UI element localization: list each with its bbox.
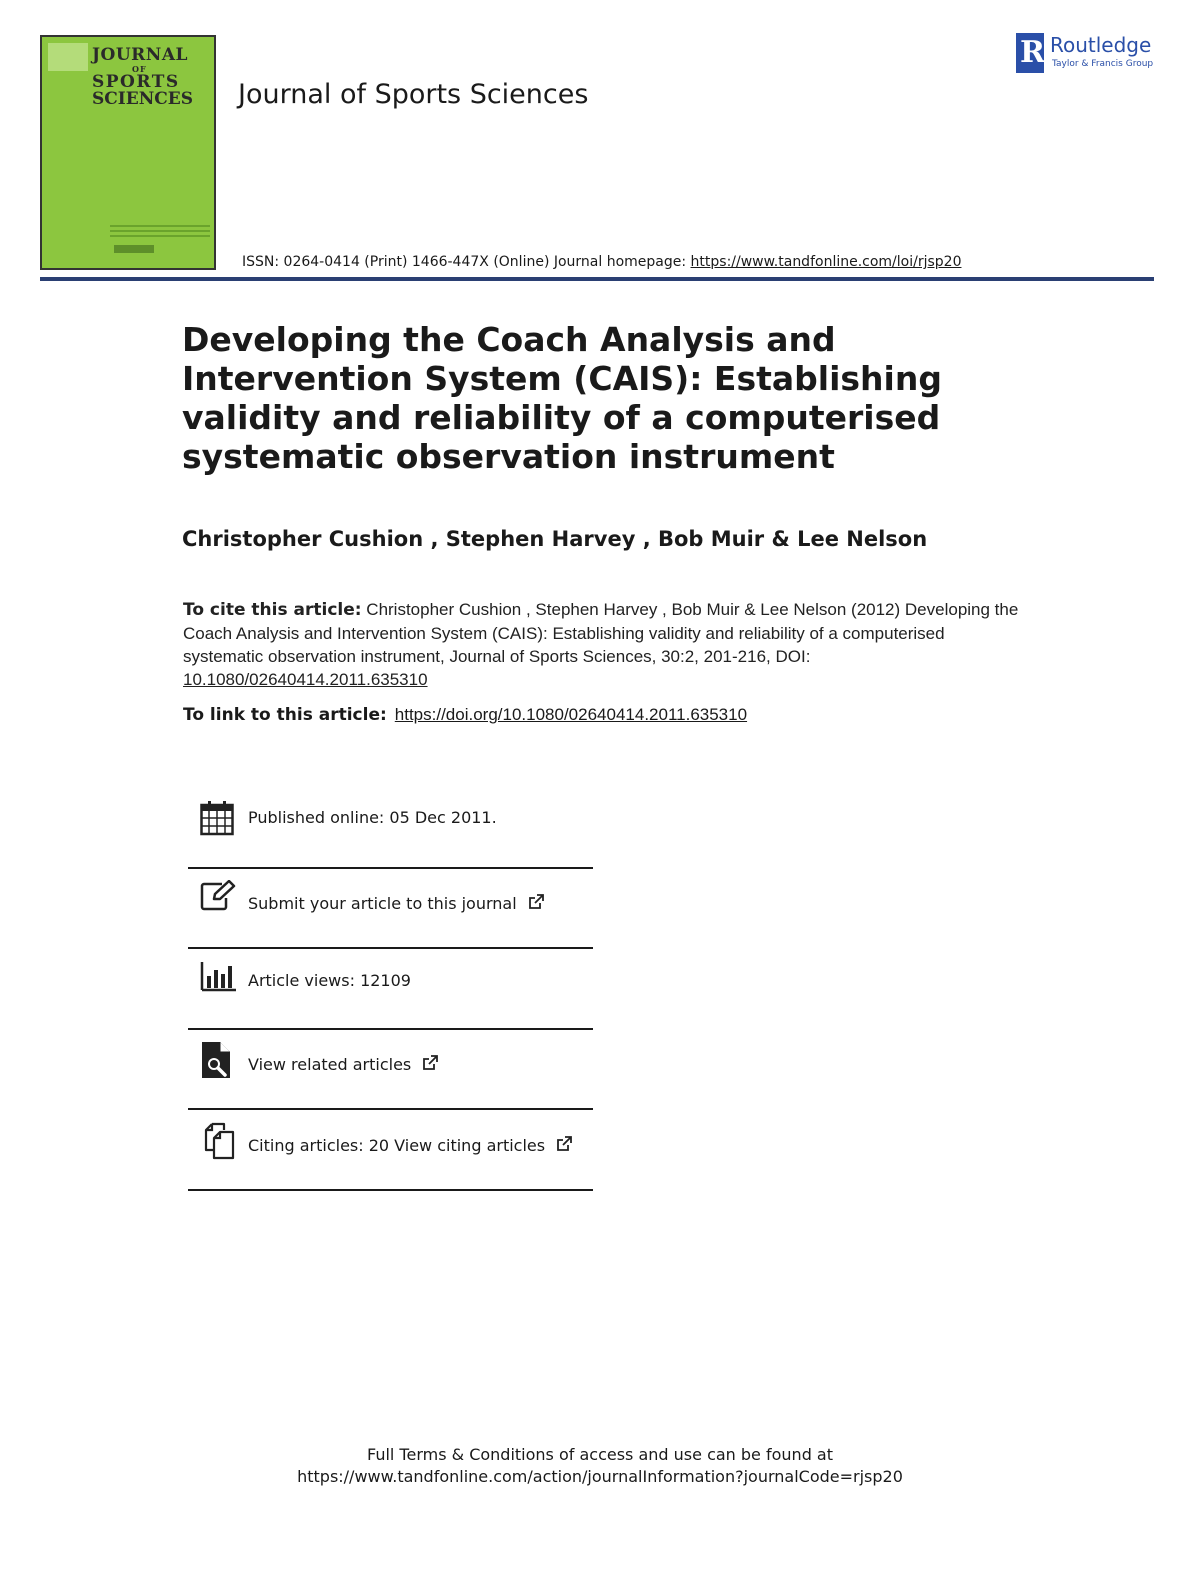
bar-chart-icon: [200, 962, 236, 992]
journal-homepage-link[interactable]: https://www.tandfonline.com/loi/rjsp20: [690, 254, 962, 270]
citation-block: [183, 598, 1023, 691]
search-document-icon: [200, 1040, 232, 1080]
external-link-icon: [422, 1055, 438, 1071]
calendar-icon: [200, 800, 234, 836]
header-divider: [40, 277, 1154, 281]
related-articles-label: View related articles: [248, 1055, 412, 1074]
footer-terms: Full Terms & Conditions of access and use can be found at: [366, 1445, 834, 1464]
article-doi-link[interactable]: https://doi.org/10.1080/02640414.2011.635310: [394, 705, 748, 724]
cover-line-1: JOURNAL: [92, 45, 188, 65]
info-divider: [188, 947, 593, 949]
cover-publisher-mark: [114, 245, 154, 253]
info-divider: [188, 1028, 593, 1030]
publisher-name: Routledge: [1050, 33, 1152, 57]
citing-row[interactable]: [188, 1122, 593, 1164]
cover-label-block: [48, 43, 88, 71]
cover-title: [92, 47, 212, 108]
citing-documents-icon: [200, 1122, 236, 1160]
submit-article-link[interactable]: [248, 894, 544, 913]
citation-doi-link[interactable]: 10.1080/02640414.2011.635310: [183, 670, 428, 689]
article-link-label: To link to this article:: [183, 705, 387, 725]
cover-line-3: SPORTS: [92, 72, 180, 92]
submit-article-label: Submit your article to this journal: [248, 894, 517, 913]
issn-text: ISSN: 0264-0414 (Print) 1466-447X (Online) Journal homepage:: [242, 254, 691, 270]
issn-line: [242, 254, 961, 270]
citing-articles-label: Citing articles: 20 View citing articles: [248, 1136, 546, 1155]
publisher-logo: [1016, 33, 1156, 75]
footer-url[interactable]: https://www.tandfonline.com/action/journalInformation?journalCode=rjsp20: [297, 1467, 903, 1486]
routledge-r-icon: R: [1016, 33, 1044, 73]
related-row[interactable]: [188, 1040, 593, 1082]
cover-line-4: SCIENCES: [92, 89, 194, 109]
citation-label: To cite this article:: [183, 600, 362, 620]
journal-title: Journal of Sports Sciences: [238, 79, 589, 110]
citing-articles-link[interactable]: [248, 1136, 572, 1155]
publisher-group: Taylor & Francis Group: [1052, 59, 1154, 69]
article-title: Developing the Coach Analysis and Intervention System (CAIS): Establishing validity and reliability of a computerised systematic observation instrument: [182, 320, 942, 476]
cover-text-lines: [110, 225, 210, 240]
article-link-line: [183, 705, 747, 725]
published-row: [188, 800, 593, 840]
published-date: Published online: 05 Dec 2011.: [248, 808, 497, 827]
article-authors: Christopher Cushion , Stephen Harvey , Bob Muir & Lee Nelson: [182, 527, 928, 551]
submit-row[interactable]: [188, 880, 593, 920]
citation-text: Christopher Cushion , Stephen Harvey , Bob Muir & Lee Nelson (2012) Developing the Coach Analysis and Intervention System (CAIS): Establishing validity and reliability of a computerised systematic observation instrument, Journal of Sports Sciences, 30:2, 201-216, DOI:: [183, 600, 1019, 666]
info-divider: [188, 1108, 593, 1110]
cover-line-2: OF: [132, 64, 147, 74]
external-link-icon: [528, 894, 544, 910]
info-divider: [188, 867, 593, 869]
footer: [0, 1444, 1200, 1488]
external-link-icon: [556, 1136, 572, 1152]
related-articles-link[interactable]: [248, 1055, 438, 1074]
article-views: Article views: 12109: [248, 971, 411, 990]
journal-cover: [40, 35, 216, 270]
views-row: [188, 960, 593, 1000]
edit-icon: [200, 880, 236, 912]
info-divider: [188, 1189, 593, 1191]
